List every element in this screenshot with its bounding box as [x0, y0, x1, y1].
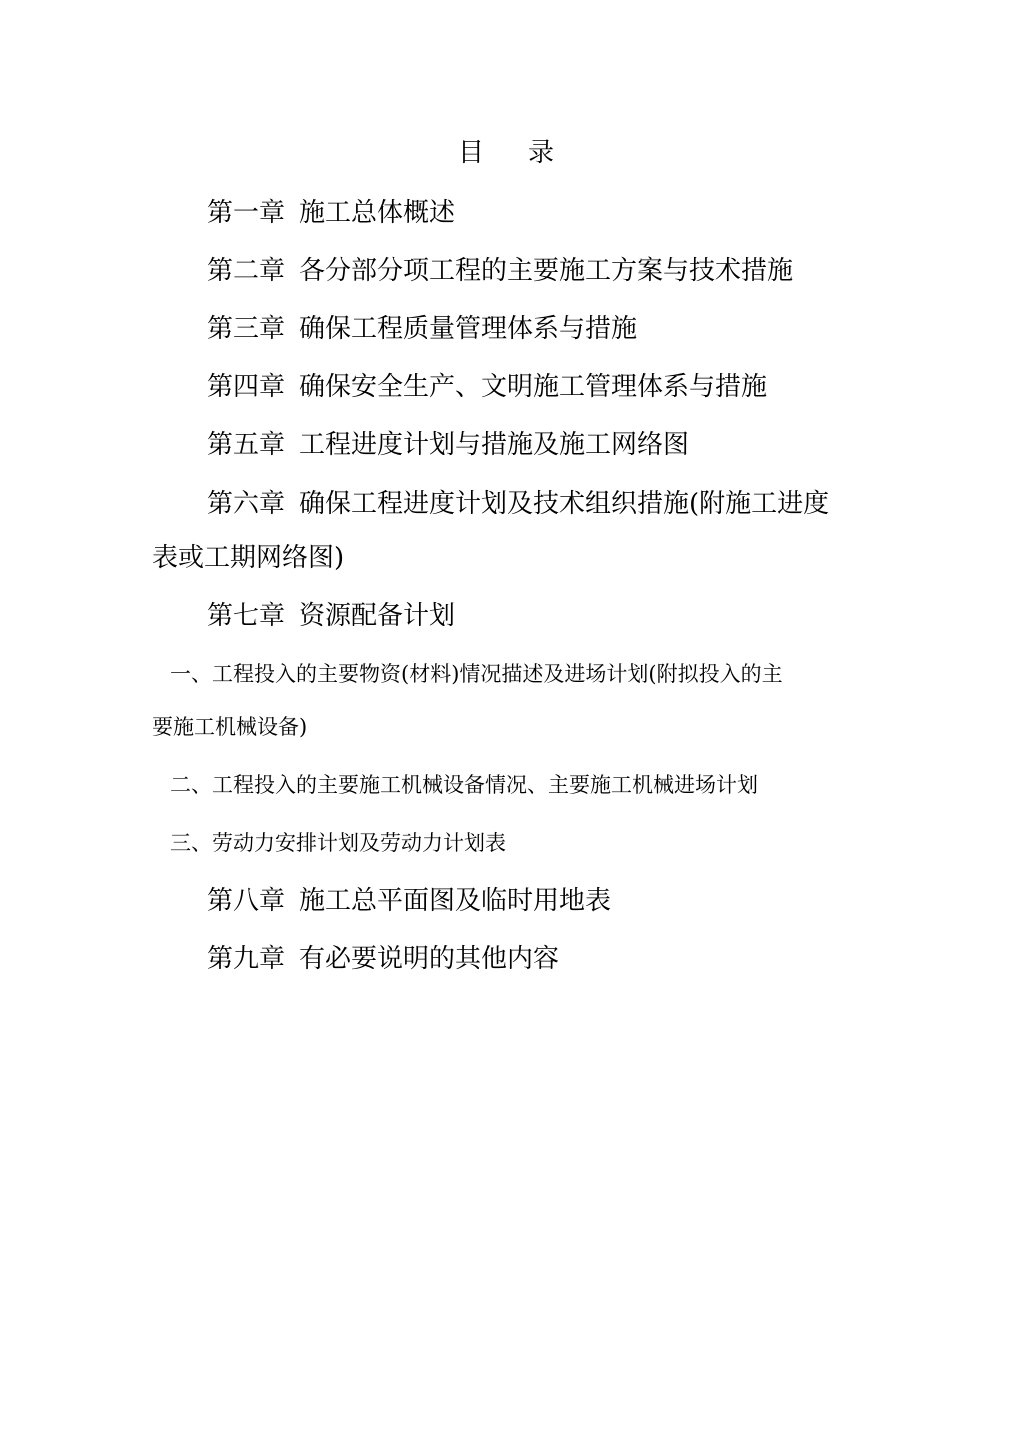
toc-title-left: 目: [457, 138, 484, 168]
toc-subitem-2: [170, 768, 758, 802]
chapter-title: 施工总体概述: [299, 198, 456, 228]
subitem-text: 二、工程投入的主要施工机械设备情况、主要施工机械进场计划: [170, 773, 758, 797]
toc-chapter-3: [207, 308, 637, 350]
subitem-text: 一、工程投入的主要物资(材料)情况描述及进场计划(附拟投入的主: [170, 662, 783, 686]
chapter-title: 施工总平面图及临时用地表: [299, 886, 612, 916]
chapter-title: 确保工程进度计划及技术组织措施(附施工进度: [299, 489, 830, 519]
toc-title-right: 录: [528, 138, 555, 168]
toc-chapter-2: [207, 250, 793, 292]
chapter-number: 第六章: [207, 489, 286, 519]
subitem-text: 三、劳动力安排计划及劳动力计划表: [170, 831, 506, 855]
toc-subitem-1: [170, 657, 783, 691]
chapter-title: 确保安全生产、文明施工管理体系与措施: [299, 372, 768, 402]
chapter-number: 第九章: [207, 944, 286, 974]
chapter-number: 第四章: [207, 372, 286, 402]
chapter-number: 第一章: [207, 198, 286, 228]
chapter-title: 工程进度计划与措施及施工网络图: [299, 430, 690, 460]
toc-chapter-6-continuation: [152, 537, 344, 579]
chapter-title: 有必要说明的其他内容: [299, 944, 560, 974]
toc-chapter-4: [207, 366, 767, 408]
toc-title: [0, 132, 1012, 174]
toc-chapter-8: [207, 880, 611, 922]
toc-chapter-1: [207, 192, 455, 234]
chapter-number: 第五章: [207, 430, 286, 460]
toc-chapter-9: [207, 938, 559, 980]
toc-chapter-5: [207, 424, 689, 466]
chapter-title: 确保工程质量管理体系与措施: [299, 314, 638, 344]
toc-subitem-3: [170, 826, 506, 860]
chapter-title: 各分部分项工程的主要施工方案与技术措施: [299, 256, 794, 286]
chapter-number: 第八章: [207, 886, 286, 916]
chapter-title: 资源配备计划: [299, 601, 456, 631]
chapter-number: 第二章: [207, 256, 286, 286]
chapter-title-continuation: 表或工期网络图): [152, 543, 345, 573]
toc-subitem-1-continuation: [152, 710, 307, 744]
toc-chapter-7: [207, 595, 455, 637]
subitem-text-continuation: 要施工机械设备): [152, 715, 308, 739]
toc-chapter-6: [207, 483, 829, 525]
chapter-number: 第七章: [207, 601, 286, 631]
chapter-number: 第三章: [207, 314, 286, 344]
